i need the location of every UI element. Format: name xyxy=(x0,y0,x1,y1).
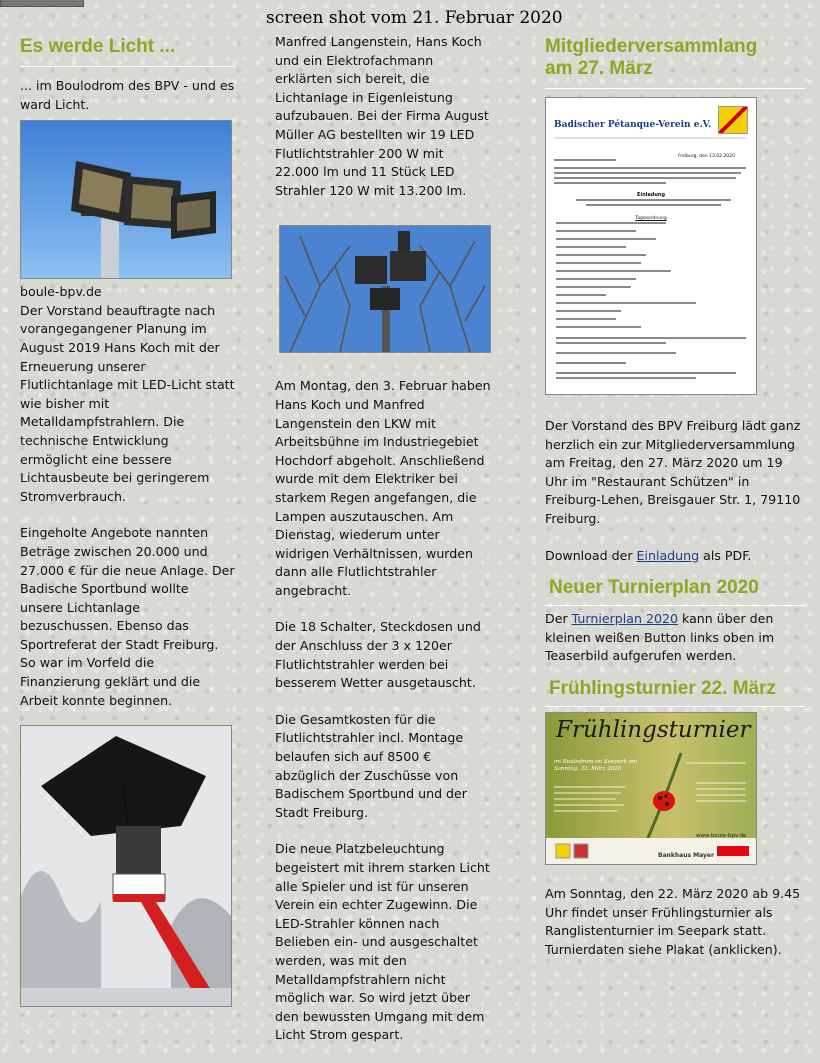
paragraph: Der Vorstand des BPV Freiburg lädt ganz herzlich ein zur Mitgliederversammlung am Freitag, den 27. März 2020 um 19 Uhr im "Restaurant Schützen" in Freiburg-Lehen, Breisgauer Str. 1, 79110 Freiburg. xyxy=(545,418,801,526)
letter-subheading: Tagesordnung xyxy=(635,216,667,221)
paragraph: Am Montag, den 3. Februar haben Hans Koch und Manfred Langenstein den LKW mit Arbeitsbühne im Industriegebiet Hochdorf abgeholt. Anschließend wurde mit dem Elektriker bei starkem Regen angefangen, die Lampen auszutauschen. Am Dienstag, wiederum unter widrigen Verhältnissen, wurden dann alle Flutlichtstrahler angebracht. xyxy=(275,378,491,598)
paragraph: Am Sonntag, den 22. März 2020 ab 9.45 Uhr findet unser Frühlingsturnier als Ranglistenturnier im Seepark statt. Turnierdaten siehe Plakat (anklicken). xyxy=(545,885,801,957)
poster-bank: Bankhaus Mayer xyxy=(658,851,714,859)
paragraph: Eingeholte Angebote nannten Beträge zwischen 20.000 und 27.000 € für die neue Anlage. Der Badische Sportbund wollte unsere Lichtanlage bezuschussen. Ebenso das Sportreferat der Stadt Freiburg. So war im Vorfeld die Finanzierung geklärt und die Arbeit konnte beginnen. xyxy=(20,525,235,708)
column-right xyxy=(545,36,805,977)
floodlight-photo[interactable] xyxy=(20,120,232,279)
top-thumbnail[interactable] xyxy=(0,0,84,7)
paragraph: Manfred Langenstein, Hans Koch und ein Elektrofachmann erklärten sich bereit, die Lichtanlage in Eigenleistung aufzubauen. Bei der Firma August Müller AG bestellten wir 19 LED Flutlichtstrahler 200 W mit 22.000 lm und 11 Stück LED Strahler 120 W mit 13.200 lm. xyxy=(275,34,489,198)
section-title-licht: Es werde Licht ... xyxy=(20,36,176,57)
plan-paragraph xyxy=(545,610,805,666)
divider xyxy=(545,706,805,707)
tournament-poster[interactable] xyxy=(545,712,757,865)
download-suffix: als PDF. xyxy=(699,547,752,563)
paragraph: Die 18 Schalter, Steckdosen und der Anschluss der 3 x 120er Flutlichtstrahler werden bei besserem Wetter ausgetauscht. xyxy=(275,619,481,691)
letter-heading: Einladung xyxy=(636,192,666,198)
plan-prefix: Der xyxy=(545,611,572,627)
einladung-link[interactable]: Einladung xyxy=(636,547,700,563)
poster-subtitle: im Boulodrom im Seepark am Sonntag, 22. März 2020 xyxy=(554,758,638,772)
plan-suffix: kann über den kleinen weißen Button links oben im Teaserbild aufgerufen werden. xyxy=(545,611,775,664)
invitation-letter-thumbnail[interactable] xyxy=(545,97,757,395)
section-title-versammlung: Mitgliederversammlang am 27. März xyxy=(545,36,758,79)
paragraph: Der Vorstand beauftragte nach vorangegangener Planung im August 2019 Hans Koch mit der Erneuerung unserer Flutlichtanlage mit LED-Licht statt wie bisher mit Metalldampfstrahlern. Die technische Entwicklung ermöglicht eine bessere Lichtausbeute bei geringerem Stromverbrauch. xyxy=(20,302,235,504)
divider xyxy=(20,66,235,67)
section-title-turnierplan: Neuer Turnierplan 2020 xyxy=(549,577,759,599)
download-prefix: Download der xyxy=(545,547,637,563)
umbrella-lift-photo[interactable] xyxy=(20,725,232,1007)
download-paragraph xyxy=(545,547,805,566)
paragraph: Die neue Platzbeleuchtung begeistert mit ihrem starken Licht alle Spieler und ist für unseren Verein ein echter Zugewinn. Die LED-Strahler können nach Belieben ein- und ausgeschaltet werden, was mit den Metalldampfstrahlern nicht möglich war. So wird jetzt über den bewussten Umgang mit dem Licht Strom gespart. xyxy=(275,841,490,1043)
letter-club-name: Badischer Pétanque-Verein e.V. xyxy=(554,120,712,130)
poster-title: Frühlingsturnier xyxy=(556,716,751,743)
divider xyxy=(545,605,805,606)
column-left xyxy=(20,36,235,1007)
turnierplan-link[interactable]: Turnierplan 2020 xyxy=(571,611,679,627)
letter-text-lines xyxy=(546,98,756,394)
divider xyxy=(545,88,805,89)
poster-url: www.boule-bpv.de xyxy=(696,832,747,839)
section-title-fruehlingsturnier: Frühlingsturnier 22. März xyxy=(549,677,776,699)
photo-caption: boule-bpv.de xyxy=(20,284,102,300)
screenshot-note: screen shot vom 21. Februar 2020 xyxy=(266,8,563,28)
letter-date: Freiburg, den 13.02.2020 xyxy=(678,154,735,159)
intro-text: ... im Boulodrom des BPV - und es ward Licht. xyxy=(20,78,235,112)
floodlight-tree-photo[interactable] xyxy=(279,225,491,353)
column-middle xyxy=(275,33,491,1063)
paragraph: Die Gesamtkosten für die Flutlichtstrahler incl. Montage belaufen sich auf 8500 € abzüglich der Zuschüsse von Badischem Sportbund und der Stadt Freiburg. xyxy=(275,711,467,820)
